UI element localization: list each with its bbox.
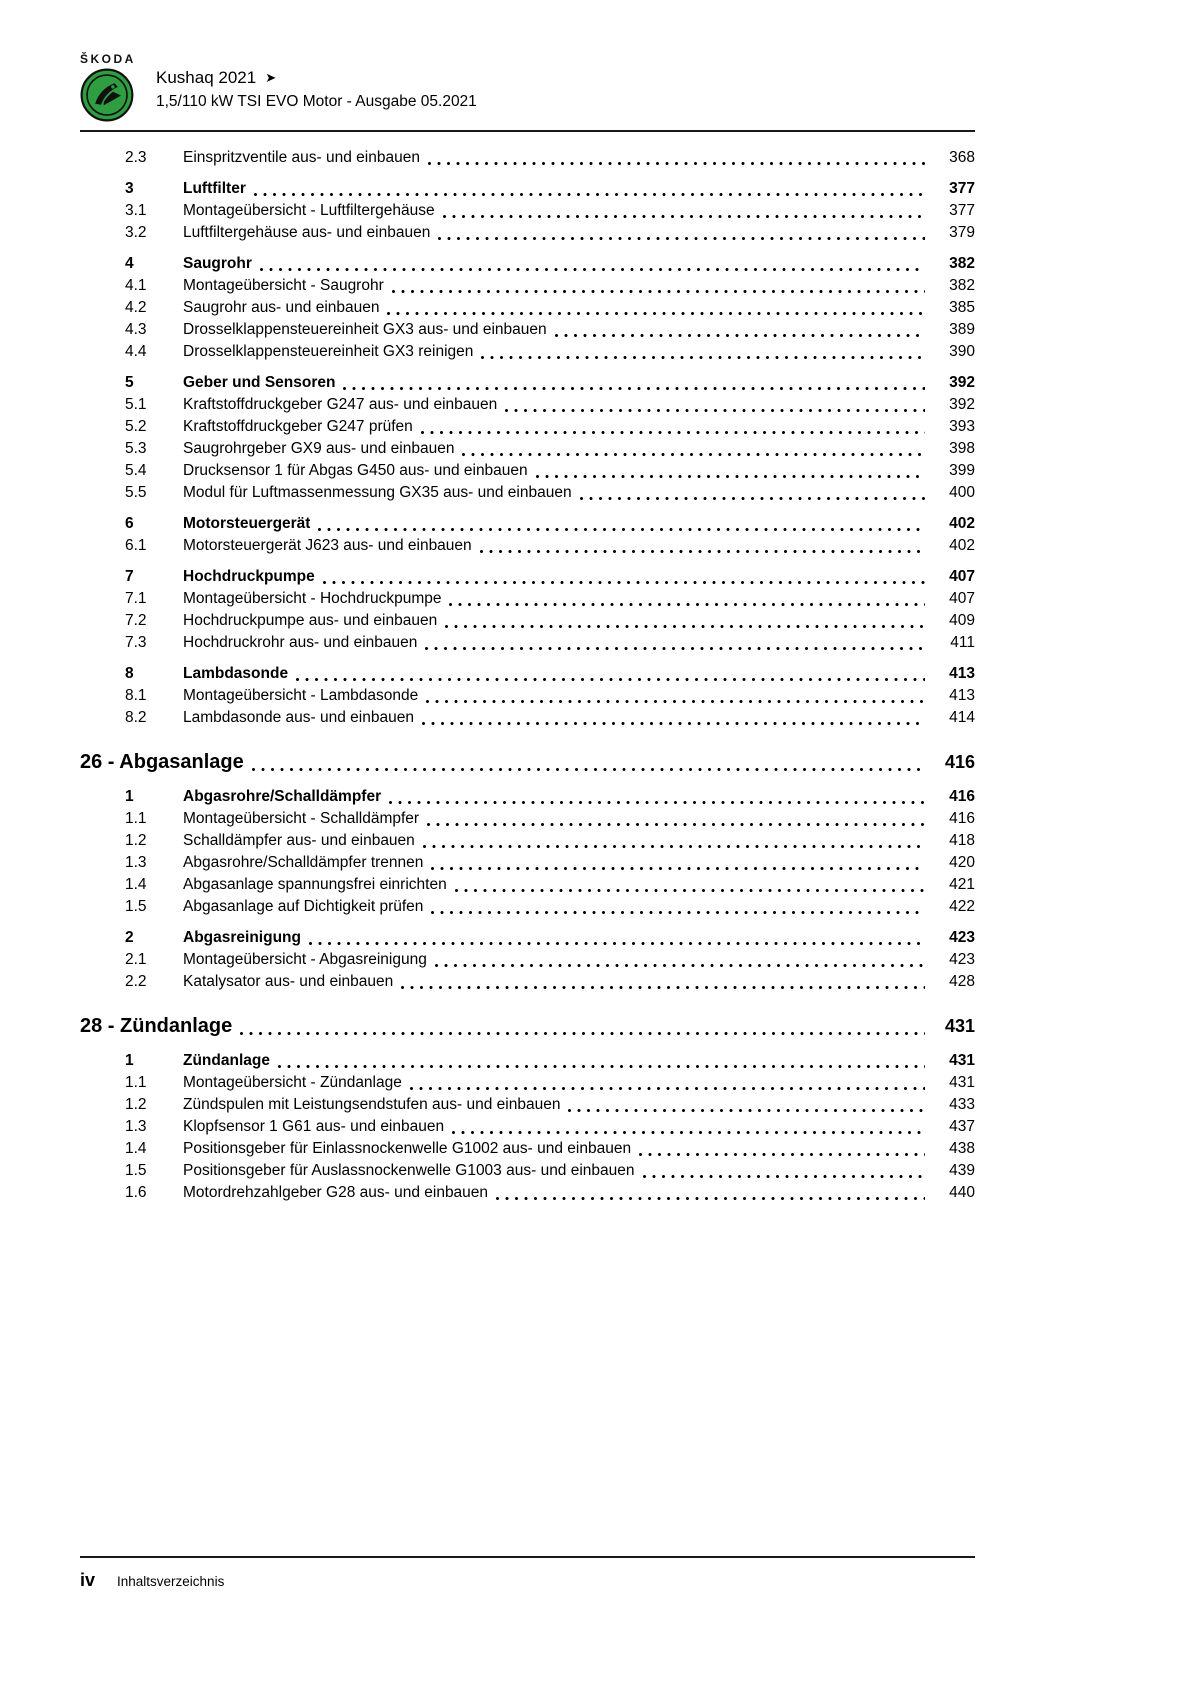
toc-entry [80, 971, 975, 993]
entry-number: 1.1 [125, 810, 147, 827]
dot-leader [278, 1065, 925, 1068]
toc-entry [80, 808, 975, 830]
entry-number: 7.2 [125, 612, 147, 629]
toc-entry [80, 663, 975, 685]
toc-entry [80, 372, 975, 394]
entry-title: Saugrohrgeber GX9 aus- und einbauen [183, 440, 455, 457]
entry-number: 1 [125, 1052, 134, 1069]
toc-entry [80, 319, 975, 341]
entry-number: 1.5 [125, 898, 147, 915]
toc-entry [80, 200, 975, 222]
toc-entry [80, 1094, 975, 1116]
toc-entry [80, 438, 975, 460]
entry-page-number: 392 [949, 374, 975, 391]
dot-leader [323, 581, 925, 584]
dot-leader [389, 801, 925, 804]
entry-number: 5.1 [125, 396, 147, 413]
dot-leader [639, 1153, 925, 1156]
dot-leader [536, 475, 925, 478]
entry-number: 2 [125, 929, 134, 946]
dot-leader [423, 845, 925, 848]
entry-number: 7 [125, 568, 134, 585]
entry-title: Montageübersicht - Hochdruckpumpe [183, 590, 442, 607]
entry-title: Montageübersicht - Saugrohr [183, 277, 384, 294]
dot-leader [422, 722, 925, 725]
toc-entry [80, 394, 975, 416]
toc-entry [80, 830, 975, 852]
entry-title: Hochdruckpumpe [183, 568, 315, 585]
entry-page-number: 431 [949, 1074, 975, 1091]
entry-page-number: 393 [949, 418, 975, 435]
entry-number: 5.3 [125, 440, 147, 457]
dot-leader [505, 409, 925, 412]
toc-entry [80, 1182, 975, 1204]
entry-page-number: 413 [949, 687, 975, 704]
entry-page-number: 411 [950, 634, 975, 651]
dot-leader [568, 1109, 925, 1112]
entry-page-number: 382 [949, 255, 975, 272]
toc-entry [80, 341, 975, 363]
toc-entry [80, 297, 975, 319]
arrow-right-icon: ➤ [265, 70, 277, 85]
toc-entry [80, 874, 975, 896]
entry-title: Hochdruckpumpe aus- und einbauen [183, 612, 438, 629]
entry-page-number: 437 [949, 1118, 975, 1135]
entry-number: 7.1 [125, 590, 147, 607]
entry-title: Positionsgeber für Einlassnockenwelle G1002 aus- und einbauen [183, 1140, 632, 1157]
dot-leader [438, 237, 925, 240]
dot-leader [260, 268, 925, 271]
section-title: 28 - Zündanlage [80, 1015, 233, 1037]
entry-number: 5.4 [125, 462, 147, 479]
toc-entry [80, 1072, 975, 1094]
entry-page-number: 438 [949, 1140, 975, 1157]
skoda-logo [80, 52, 144, 122]
entry-number: 1.3 [125, 1118, 147, 1135]
entry-title: Motorsteuergerät [183, 515, 311, 532]
entry-page-number: 402 [949, 537, 975, 554]
entry-number: 5.2 [125, 418, 147, 435]
entry-number: 1 [125, 788, 134, 805]
entry-title: Kraftstoffdruckgeber G247 prüfen [183, 418, 413, 435]
entry-page-number: 433 [949, 1096, 975, 1113]
entry-number: 1.3 [125, 854, 147, 871]
entry-title: Drosselklappensteuereinheit GX3 reinigen [183, 343, 474, 360]
entry-title: Hochdruckrohr aus- und einbauen [183, 634, 418, 651]
table-of-contents [80, 147, 975, 1204]
toc-entry [80, 1160, 975, 1182]
entry-page-number: 402 [949, 515, 975, 532]
toc-entry [80, 222, 975, 244]
entry-number: 1.2 [125, 1096, 147, 1113]
dot-leader [401, 986, 925, 989]
entry-number: 4.4 [125, 343, 147, 360]
entry-title: Lambdasonde [183, 665, 289, 682]
entry-number: 2.1 [125, 951, 147, 968]
entry-page-number: 418 [949, 832, 975, 849]
toc-entry [80, 949, 975, 971]
entry-number: 4.1 [125, 277, 147, 294]
entry-title: Katalysator aus- und einbauen [183, 973, 394, 990]
section-title: 26 - Abgasanlage [80, 751, 244, 773]
dot-leader [449, 603, 925, 606]
entry-number: 1.5 [125, 1162, 147, 1179]
toc-entry [80, 275, 975, 297]
entry-title: Modul für Luftmassenmessung GX35 aus- und einbauen [183, 484, 572, 501]
page-content [80, 52, 975, 1204]
dot-leader [392, 290, 925, 293]
entry-page-number: 377 [949, 180, 975, 197]
dot-leader [410, 1087, 925, 1090]
dot-leader [496, 1197, 925, 1200]
entry-title: Drosselklappensteuereinheit GX3 aus- und einbauen [183, 321, 547, 338]
dot-leader [427, 823, 925, 826]
dot-leader [421, 431, 925, 434]
dot-leader [309, 942, 925, 945]
toc-entry [80, 896, 975, 918]
dot-leader [452, 1131, 925, 1134]
section-page-number: 431 [944, 1016, 975, 1036]
entry-page-number: 377 [949, 202, 975, 219]
dot-leader [343, 387, 925, 390]
entry-page-number: 400 [949, 484, 975, 501]
entry-page-number: 392 [949, 396, 975, 413]
entry-title: Abgasrohre/Schalldämpfer trennen [183, 854, 424, 871]
entry-title: Montageübersicht - Zündanlage [183, 1074, 402, 1091]
entry-number: 1.1 [125, 1074, 147, 1091]
entry-number: 3.2 [125, 224, 147, 241]
page-footer [80, 1556, 975, 1591]
toc-entry [80, 1050, 975, 1072]
entry-number: 1.2 [125, 832, 147, 849]
entry-title: Lambdasonde aus- und einbauen [183, 709, 414, 726]
toc-entry [80, 566, 975, 588]
entry-number: 1.4 [125, 1140, 147, 1157]
page-header [80, 52, 975, 122]
entry-title: Abgasreinigung [183, 929, 301, 946]
entry-title: Luftfiltergehäuse aus- und einbauen [183, 224, 431, 241]
toc-entry [80, 416, 975, 438]
toc-entry [80, 253, 975, 275]
toc-section-header [80, 747, 975, 777]
entry-number: 5 [125, 374, 134, 391]
entry-title: Montageübersicht - Abgasreinigung [183, 951, 427, 968]
entry-title: Luftfilter [183, 180, 246, 197]
entry-page-number: 389 [949, 321, 975, 338]
entry-number: 4.3 [125, 321, 147, 338]
toc-entry [80, 147, 975, 169]
entry-page-number: 423 [949, 951, 975, 968]
entry-title: Abgasanlage spannungsfrei einrichten [183, 876, 447, 893]
toc-section [80, 147, 975, 729]
entry-number: 4 [125, 255, 134, 272]
toc-entry [80, 1116, 975, 1138]
entry-number: 5.5 [125, 484, 147, 501]
toc-entry [80, 1138, 975, 1160]
dot-leader [455, 889, 925, 892]
entry-number: 6.1 [125, 537, 147, 554]
dot-leader [387, 312, 925, 315]
entry-page-number: 413 [949, 665, 975, 682]
toc-entry [80, 852, 975, 874]
entry-number: 8 [125, 665, 134, 682]
entry-title: Geber und Sensoren [183, 374, 336, 391]
dot-leader [443, 215, 925, 218]
entry-number: 4.2 [125, 299, 147, 316]
model-name: Kushaq 2021 [156, 68, 257, 87]
entry-title: Positionsgeber für Auslassnockenwelle G1003 aus- und einbauen [183, 1162, 635, 1179]
entry-number: 8.2 [125, 709, 147, 726]
header-divider [80, 130, 975, 132]
entry-title: Schalldämpfer aus- und einbauen [183, 832, 415, 849]
toc-entry [80, 707, 975, 729]
dot-leader [643, 1175, 925, 1178]
entry-page-number: 390 [949, 343, 975, 360]
dot-leader [431, 911, 925, 914]
toc-entry [80, 460, 975, 482]
entry-page-number: 409 [949, 612, 975, 629]
entry-page-number: 420 [949, 854, 975, 871]
footer-text [80, 1570, 975, 1591]
entry-title: Klopfsensor 1 G61 aus- und einbauen [183, 1118, 445, 1135]
entry-page-number: 385 [949, 299, 975, 316]
dot-leader [445, 625, 925, 628]
dot-leader [426, 700, 925, 703]
dot-leader [240, 1032, 925, 1035]
dot-leader [296, 678, 925, 681]
entry-number: 1.6 [125, 1184, 147, 1201]
entry-page-number: 368 [949, 149, 975, 166]
entry-page-number: 428 [949, 973, 975, 990]
entry-page-number: 439 [949, 1162, 975, 1179]
toc-entry [80, 632, 975, 654]
dot-leader [555, 334, 925, 337]
toc-entry [80, 513, 975, 535]
entry-title: Montageübersicht - Lambdasonde [183, 687, 419, 704]
toc-section [80, 1011, 975, 1204]
entry-page-number: 416 [949, 788, 975, 805]
entry-title: Montageübersicht - Luftfiltergehäuse [183, 202, 435, 219]
entry-number: 3 [125, 180, 134, 197]
toc-section-header [80, 1011, 975, 1041]
toc-section [80, 747, 975, 993]
dot-leader [252, 768, 925, 771]
entry-title: Zündspulen mit Leistungsendstufen aus- und einbauen [183, 1096, 561, 1113]
entry-number: 3.1 [125, 202, 147, 219]
entry-page-number: 399 [949, 462, 975, 479]
entry-page-number: 382 [949, 277, 975, 294]
page-number-roman: iv [80, 1570, 96, 1590]
entry-title: Montageübersicht - Schalldämpfer [183, 810, 420, 827]
entry-page-number: 423 [949, 929, 975, 946]
model-title [156, 68, 477, 88]
toc-entry [80, 178, 975, 200]
entry-page-number: 440 [949, 1184, 975, 1201]
dot-leader [425, 647, 925, 650]
entry-title: Kraftstoffdruckgeber G247 aus- und einbauen [183, 396, 498, 413]
entry-number: 7.3 [125, 634, 147, 651]
dot-leader [480, 550, 925, 553]
entry-page-number: 421 [949, 876, 975, 893]
toc-entry [80, 482, 975, 504]
entry-number: 2.3 [125, 149, 147, 166]
entry-title: Einspritzventile aus- und einbauen [183, 149, 420, 166]
toc-entry [80, 685, 975, 707]
entry-title: Zündanlage [183, 1052, 270, 1069]
skoda-winged-arrow-icon [80, 68, 134, 122]
entry-page-number: 379 [949, 224, 975, 241]
toc-entry [80, 927, 975, 949]
entry-page-number: 422 [949, 898, 975, 915]
entry-page-number: 416 [949, 810, 975, 827]
entry-number: 1.4 [125, 876, 147, 893]
entry-page-number: 431 [949, 1052, 975, 1069]
entry-title: Drucksensor 1 für Abgas G450 aus- und einbauen [183, 462, 528, 479]
footer-divider [80, 1556, 975, 1558]
toc-entry [80, 588, 975, 610]
toc-entry [80, 535, 975, 557]
section-page-number: 416 [944, 752, 975, 772]
toc-entry [80, 786, 975, 808]
entry-number: 2.2 [125, 973, 147, 990]
entry-title: Abgasrohre/Schalldämpfer [183, 788, 382, 805]
header-text [156, 68, 477, 111]
entry-page-number: 414 [949, 709, 975, 726]
entry-page-number: 407 [949, 568, 975, 585]
entry-title: Saugrohr [183, 255, 252, 272]
entry-number: 6 [125, 515, 134, 532]
entry-page-number: 398 [949, 440, 975, 457]
entry-title: Motordrehzahlgeber G28 aus- und einbauen [183, 1184, 489, 1201]
entry-title: Saugrohr aus- und einbauen [183, 299, 380, 316]
entry-number: 8.1 [125, 687, 147, 704]
dot-leader [428, 162, 925, 165]
brand-wordmark: ŠKODA [80, 52, 136, 66]
dot-leader [318, 528, 925, 531]
dot-leader [481, 356, 925, 359]
dot-leader [431, 867, 925, 870]
edition-subtitle: 1,5/110 kW TSI EVO Motor - Ausgabe 05.2021 [156, 93, 477, 110]
dot-leader [435, 964, 925, 967]
dot-leader [580, 497, 925, 500]
dot-leader [462, 453, 925, 456]
entry-title: Motorsteuergerät J623 aus- und einbauen [183, 537, 472, 554]
dot-leader [254, 193, 925, 196]
entry-page-number: 407 [949, 590, 975, 607]
toc-entry [80, 610, 975, 632]
entry-title: Abgasanlage auf Dichtigkeit prüfen [183, 898, 424, 915]
footer-label: Inhaltsverzeichnis [117, 1574, 225, 1589]
